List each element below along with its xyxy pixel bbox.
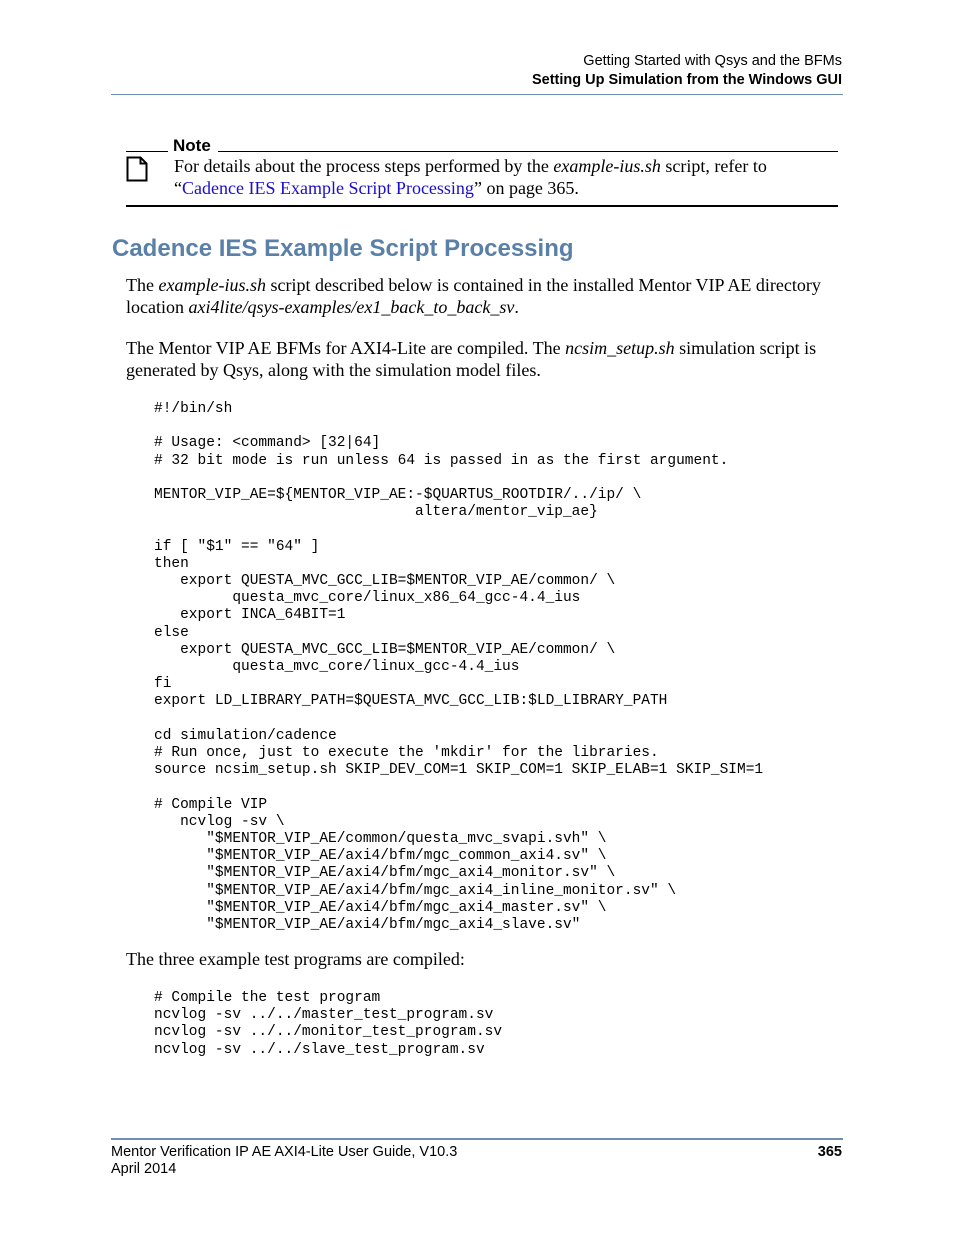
page-header (532, 52, 842, 90)
header-chapter: Getting Started with Qsys and the BFMs (583, 53, 842, 69)
note-rule-right (218, 151, 838, 152)
header-section: Setting Up Simulation from the Windows GUI (531, 72, 842, 88)
footer-guide-title: Mentor Verification IP AE AXI4-Lite User Guide, V10.3 (111, 1144, 458, 1160)
page-number: 365 (817, 1144, 842, 1160)
section-link[interactable]: Cadence IES Example Script Processing (182, 178, 474, 198)
code-block-test-programs: # Compile the test program ncvlog -sv ../../master_test_program.sv ncvlog -sv ../../monitor_test_program.sv ncvlog -sv ../../slave_test_program.sv (154, 990, 503, 1058)
paragraph-bfm-compile: The Mentor VIP AE BFMs for AXI4-Lite are compiled. The ncsim_setup.sh simulation script is generated by Qsys, along with the simulation model files. (126, 338, 817, 380)
note-label: Note (173, 136, 211, 155)
header-rule (111, 94, 843, 95)
footer-rule (111, 1138, 843, 1140)
note-rule-bottom (126, 205, 838, 207)
note-text: For details about the process steps performed by the example-ius.sh script, refer to “Cadence IES Example Script Processing” on page 365. (174, 156, 767, 198)
footer-date: April 2014 (111, 1161, 177, 1177)
code-block-script: #!/bin/sh # Usage: <command> [32|64] # 32 bit mode is run unless 64 is passed in as the first argument. MENTOR_VIP_AE=${MENTOR_VIP_AE:-$QUARTUS_ROOTDIR/../ip/ \ altera/mentor_vip_ae} if [ "$1" == "64" ] then export QUESTA_MVC_GCC_LIB=$MENTOR_VIP_AE/common/ \ questa_mvc_core/linux_x86_64_gcc-4.4_ius export INCA_64BIT=1 else export QUESTA_MVC_GCC_LIB=$MENTOR_VIP_AE/common/ \ questa_mvc_core/linux_gcc-4.4_ius fi export LD_LIBRARY_PATH=$QUESTA_MVC_GCC_LIB:$LD_LIBRARY_PATH cd simulation/cadence # Run once, just to execute the 'mkdir' for the libraries. source ncsim_setup.sh SKIP_DEV_COM=1 SKIP_COM=1 SKIP_ELAB=1 SKIP_SIM=1 # Compile VIP ncvlog -sv \ "$MENTOR_VIP_AE/common/questa_mvc_svapi.svh" \ "$MENTOR_VIP_AE/axi4/bfm/mgc_common_axi4.sv" \ "$MENTOR_VIP_AE/axi4/bfm/mgc_axi4_monitor.sv" \ "$MENTOR_VIP_AE/axi4/bfm/mgc_axi4_inline_monitor.sv" \ "$MENTOR_VIP_AE/axi4/bfm/mgc_axi4_master.sv" \ "$MENTOR_VIP_AE/axi4/bfm/mgc_axi4_slave.sv" (154, 401, 764, 934)
section-title: Cadence IES Example Script Processing (112, 235, 574, 262)
paragraph-script-location: The example-ius.sh script described below is contained in the installed Mentor VIP AE directory location axi4lite/qsys-examples/ex1_back_to_back_sv. (126, 275, 821, 317)
note-rule-left (126, 151, 168, 152)
note-page-icon (126, 156, 148, 182)
note-box (126, 136, 838, 206)
note-script-name: example-ius.sh (553, 156, 661, 176)
paragraph-test-programs: The three example test programs are compiled: (126, 949, 465, 969)
page-footer (111, 1144, 457, 1178)
